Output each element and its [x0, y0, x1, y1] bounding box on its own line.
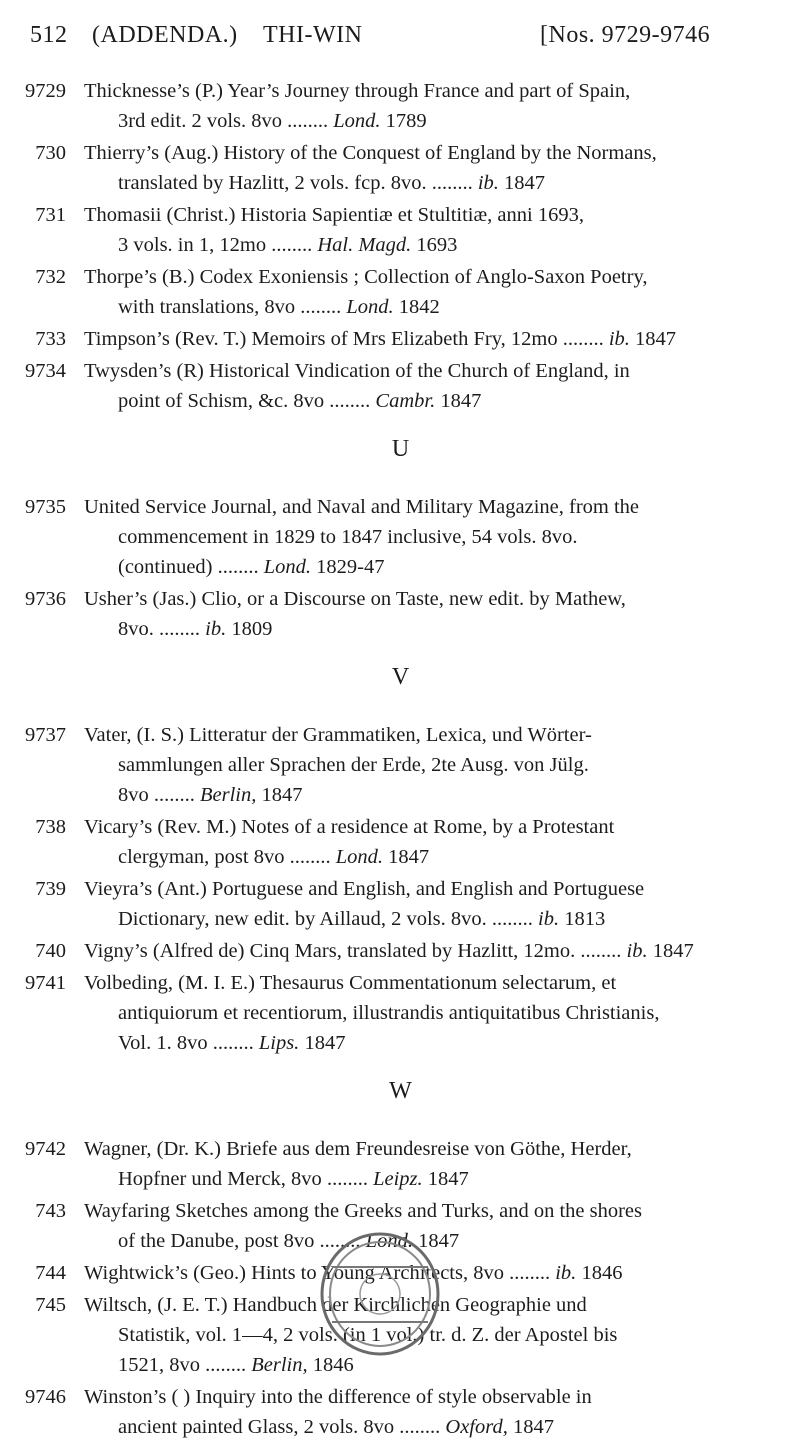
leader-dots: ........ — [426, 172, 478, 194]
entry-text: Wightwick’s (Geo.) Hints to Young Architects, 8vo — [84, 1262, 504, 1284]
publication-year: 1847 — [304, 1032, 346, 1054]
publication-year: 1847 — [261, 784, 303, 806]
catalogue-entry — [0, 76, 801, 136]
section-tag: (ADDENDA.) — [92, 22, 238, 48]
leader-dots: ........ — [575, 940, 627, 962]
entry-text: Vicary’s (Rev. M.) Notes of a residence at Rome, by a Protestant — [84, 816, 615, 838]
entry-text: Timpson’s (Rev. T.) Memoirs of Mrs Elizabeth Fry, 12mo — [84, 328, 558, 350]
entry-text: Wagner, (Dr. K.) Briefe aus dem Freundesreise von Göthe, Herder, — [84, 1138, 632, 1160]
entry-text-line — [118, 904, 605, 934]
entry-text-line — [118, 614, 272, 644]
leader-dots: ........ — [266, 234, 318, 256]
entry-number: 744 — [35, 1262, 66, 1284]
entry-text-line — [118, 998, 659, 1028]
publication-year: 1842 — [398, 296, 440, 318]
entry-text-line — [84, 968, 616, 998]
entry-text-line — [118, 552, 384, 582]
entry-number: 9742 — [25, 1138, 66, 1160]
entry-text-line — [84, 492, 639, 522]
catalogue-entry — [0, 812, 801, 872]
entry-text: point of Schism, &c. 8vo — [118, 390, 325, 412]
entry-text: Vigny’s (Alfred de) Cinq Mars, translated by Hazlitt, 12mo. — [84, 940, 576, 962]
entry-text: Vater, (I. S.) Litteratur der Grammatiken, Lexica, und Wörter- — [84, 724, 592, 746]
section-letter-v: V — [391, 664, 410, 690]
entry-text: Twysden’s (R) Historical Vindication of the Church of England, in — [84, 360, 630, 382]
catalogue-entry — [0, 356, 801, 416]
publication-place: ib. — [538, 908, 560, 930]
publication-place: Leipz. — [373, 1168, 423, 1190]
entry-text: Wiltsch, (J. E. T.) Handbuch der Kirchlichen Geographie und — [84, 1294, 587, 1316]
leader-dots: ........ — [486, 908, 539, 930]
entry-text-line — [84, 356, 630, 386]
entry-text-line — [84, 874, 644, 904]
entry-number: 745 — [35, 1294, 66, 1316]
leader-dots: ........ — [314, 1230, 366, 1252]
publication-year: 1847 — [440, 390, 482, 412]
entry-text-line — [118, 842, 429, 872]
catalogue-entry — [0, 200, 801, 260]
publication-year: 1846 — [312, 1354, 354, 1376]
entry-text-line — [118, 1028, 345, 1058]
publication-year: 1847 — [635, 328, 677, 350]
catalogue-entry — [0, 138, 801, 198]
entry-text-line — [84, 936, 694, 966]
catalogue-entry — [0, 936, 801, 966]
entry-text-line — [118, 750, 589, 780]
entry-text-line — [118, 780, 303, 810]
entry-number: 9737 — [25, 724, 66, 746]
entry-text: 3rd edit. 2 vols. 8vo — [118, 110, 282, 132]
entry-text: Winston’s ( ) Inquiry into the difference of style observable in — [84, 1386, 592, 1408]
entry-text-line — [84, 200, 584, 230]
publication-place: Lond. — [335, 846, 383, 868]
entry-text: Thicknesse’s (P.) Year’s Journey through France and part of Spain, — [84, 80, 631, 102]
entry-text: clergyman, post 8vo — [118, 846, 285, 868]
publication-place: Lond. — [365, 1230, 413, 1252]
entry-number: 730 — [35, 142, 66, 164]
entry-text-line — [84, 1134, 632, 1164]
entry-number: 731 — [35, 204, 66, 226]
entry-text: Hopfner und Merck, 8vo — [118, 1168, 322, 1190]
publication-place: Berlin, — [251, 1354, 308, 1376]
entry-text-line — [84, 262, 648, 292]
entry-text: Wayfaring Sketches among the Greeks and Turks, and on the shores — [84, 1200, 643, 1222]
entry-text: Thierry’s (Aug.) History of the Conquest of England by the Normans, — [84, 142, 657, 164]
leader-dots: ........ — [200, 1354, 252, 1376]
entry-text: commencement in 1829 to 1847 inclusive, 54 vols. 8vo. — [118, 526, 578, 548]
publication-place: ib. — [477, 172, 499, 194]
entry-text: Vol. 1. 8vo — [118, 1032, 208, 1054]
publication-place: Hal. Magd. — [317, 234, 412, 256]
entry-number: 740 — [35, 940, 66, 962]
catalogue-entry — [0, 584, 801, 644]
entry-text: 8vo. — [118, 618, 154, 640]
catalogue-entry — [0, 1134, 801, 1194]
entry-number: 9736 — [25, 588, 66, 610]
publication-year: 1809 — [231, 618, 273, 640]
publication-year: 1847 — [427, 1168, 469, 1190]
entry-text: Usher’s (Jas.) Clio, or a Discourse on Taste, new edit. by Mathew, — [84, 588, 626, 610]
entry-text-line — [118, 230, 457, 260]
publication-year: 1847 — [512, 1416, 554, 1438]
publication-year: 1813 — [564, 908, 606, 930]
publication-place: Lond. — [333, 110, 381, 132]
leader-dots: ........ — [394, 1416, 446, 1438]
publication-place: Cambr. — [375, 390, 436, 412]
entry-number: 738 — [35, 816, 66, 838]
publication-place: Lond. — [346, 296, 394, 318]
leader-dots: ........ — [212, 556, 264, 578]
leader-dots: ........ — [153, 618, 206, 640]
entry-text: Dictionary, new edit. by Aillaud, 2 vols. 8vo. — [118, 908, 487, 930]
entry-text: sammlungen aller Sprachen der Erde, 2te Ausg. von Jülg. — [118, 754, 589, 776]
entry-text-line — [118, 106, 427, 136]
catalogue-entry — [0, 874, 801, 934]
entry-text: with translations, 8vo — [118, 296, 296, 318]
entry-number: 9741 — [25, 972, 66, 994]
publication-place: ib. — [205, 618, 227, 640]
entry-number: 743 — [35, 1200, 66, 1222]
library-stamp — [310, 1222, 450, 1362]
publication-place: Oxford, — [445, 1416, 508, 1438]
entry-text: 3 vols. in 1, 12mo — [118, 234, 267, 256]
entry-range-title: THI-WIN — [263, 22, 363, 48]
publication-place: Lond. — [263, 556, 312, 578]
entry-text: antiquiorum et recentiorum, illustrandis antiquitatibus Christianis, — [118, 1002, 660, 1024]
entry-text: of the Danube, post 8vo — [118, 1230, 315, 1252]
entry-text-line — [118, 292, 440, 322]
page-number: 512 — [30, 22, 68, 48]
entry-text: Volbeding, (M. I. E.) Thesaurus Commentationum selectarum, et — [84, 972, 617, 994]
entry-number: 733 — [35, 328, 66, 350]
catalogue-entry — [0, 324, 801, 354]
entry-text: (continued) — [118, 556, 213, 578]
catalogue-entry — [0, 492, 801, 582]
publication-place: Lips. — [258, 1032, 300, 1054]
numbers-range: [Nos. 9729-9746 — [540, 22, 711, 48]
publication-year: 1847 — [388, 846, 430, 868]
entry-text-line — [118, 1412, 554, 1442]
publication-place: Berlin, — [200, 784, 257, 806]
entry-text: 8vo — [118, 784, 149, 806]
entry-text: United Service Journal, and Naval and Military Magazine, from the — [84, 496, 640, 518]
entry-text-line — [118, 1164, 469, 1194]
entry-text-line — [118, 168, 545, 198]
publication-year: 1789 — [385, 110, 427, 132]
section-letter-u: U — [391, 436, 410, 462]
publication-year: 1846 — [581, 1262, 623, 1284]
leader-dots: ........ — [324, 390, 376, 412]
entry-text: Statistik, vol. 1—4, 2 vols. (in 1 vol.) tr. d. Z. der Apostel bis — [118, 1324, 618, 1346]
entry-text-line — [84, 584, 626, 614]
publication-place: ib. — [626, 940, 648, 962]
catalogue-entry — [0, 968, 801, 1058]
publication-year: 1847 — [418, 1230, 460, 1252]
publication-year: 1847 — [652, 940, 694, 962]
publication-place: ib. — [555, 1262, 577, 1284]
leader-dots: ........ — [295, 296, 347, 318]
leader-dots: ........ — [321, 1168, 374, 1190]
entry-text-line — [84, 812, 614, 842]
entry-text-line — [84, 138, 657, 168]
entry-text: 1521, 8vo — [118, 1354, 200, 1376]
entry-number: 9729 — [25, 80, 66, 102]
publication-year: 1847 — [504, 172, 546, 194]
entry-text: translated by Hazlitt, 2 vols. fcp. 8vo. — [118, 172, 427, 194]
entry-text: Thorpe’s (B.) Codex Exoniensis ; Collection of Anglo-Saxon Poetry, — [84, 266, 648, 288]
entry-text-line — [118, 386, 481, 416]
entry-text-line — [118, 522, 577, 552]
entry-text: Vieyra’s (Ant.) Portuguese and English, and English and Portuguese — [84, 878, 645, 900]
publication-year: 1693 — [416, 234, 458, 256]
publication-place: ib. — [608, 328, 630, 350]
entry-number: 739 — [35, 878, 66, 900]
leader-dots: ........ — [557, 328, 609, 350]
entry-number: 9746 — [25, 1386, 66, 1408]
entry-number: 9735 — [25, 496, 66, 518]
catalogue-entry — [0, 262, 801, 322]
leader-dots: ........ — [284, 846, 336, 868]
catalogue-entry — [0, 720, 801, 810]
entry-text-line — [84, 720, 592, 750]
entry-number: 9734 — [25, 360, 66, 382]
entry-text: Thomasii (Christ.) Historia Sapientiæ et Stultitiæ, anni 1693, — [84, 204, 584, 226]
catalogue-entry — [0, 1382, 801, 1442]
entry-text-line — [84, 1382, 592, 1412]
leader-dots: ........ — [282, 110, 334, 132]
leader-dots: ........ — [148, 784, 200, 806]
entry-text: ancient painted Glass, 2 vols. 8vo — [118, 1416, 395, 1438]
entry-number: 732 — [35, 266, 66, 288]
section-letter-w: W — [389, 1078, 412, 1104]
running-header — [30, 22, 770, 62]
entry-text-line — [84, 324, 676, 354]
entry-text-line — [84, 76, 630, 106]
leader-dots: ........ — [503, 1262, 556, 1284]
publication-year: 1829-47 — [316, 556, 385, 578]
leader-dots: ........ — [207, 1032, 259, 1054]
